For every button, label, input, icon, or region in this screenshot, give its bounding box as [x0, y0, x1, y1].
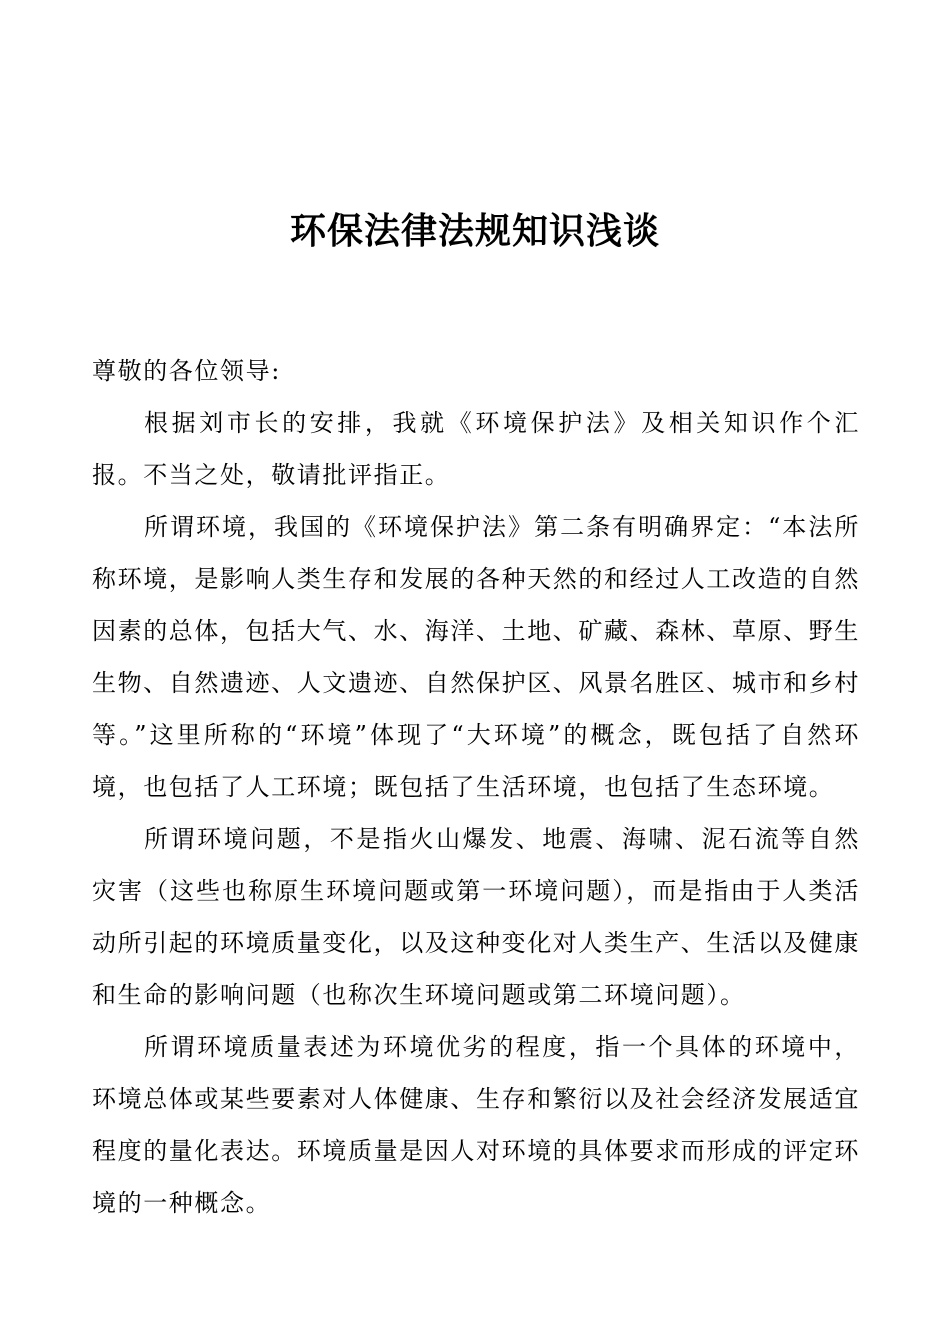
paragraph-3: 所谓环境问题，不是指火山爆发、地震、海啸、泥石流等自然灾害（这些也称原生环境问题或第一环境问题），而是指由于人类活动所引起的环境质量变化，以及这种变化对人类生产、生活以及健康和生命的影响问题（也称次生环境问题或第二环境问题）。 [92, 825, 860, 1009]
document-body [92, 345, 860, 1229]
salutation: 尊敬的各位领导: [92, 357, 281, 385]
paragraph-1: 根据刘市长的安排，我就《环境保护法》及相关知识作个汇报。不当之处，敬请批评指正。 [92, 409, 860, 489]
paragraph-2: 所谓环境，我国的《环境保护法》第二条有明确界定：“本法所称环境，是影响人类生存和发展的各种天然的和经过人工改造的自然因素的总体，包括大气、水、海洋、土地、矿藏、森林、草原、野生生物、自然遗迹、人文遗迹、自然保护区、风景名胜区、城市和乡村等。”这里所称的“环境”体现了“大环境”的概念，既包括了自然环境，也包括了人工环境；既包括了生活环境，也包括了生态环境。 [92, 513, 860, 801]
paragraph-4: 所谓环境质量表述为环境优劣的程度，指一个具体的环境中，环境总体或某些要素对人体健康、生存和繁衍以及社会经济发展适宜程度的量化表达。环境质量是因人对环境的具体要求而形成的评定环境的一种概念。 [92, 1033, 860, 1217]
document-title: 环保法律法规知识浅谈 [289, 211, 660, 252]
